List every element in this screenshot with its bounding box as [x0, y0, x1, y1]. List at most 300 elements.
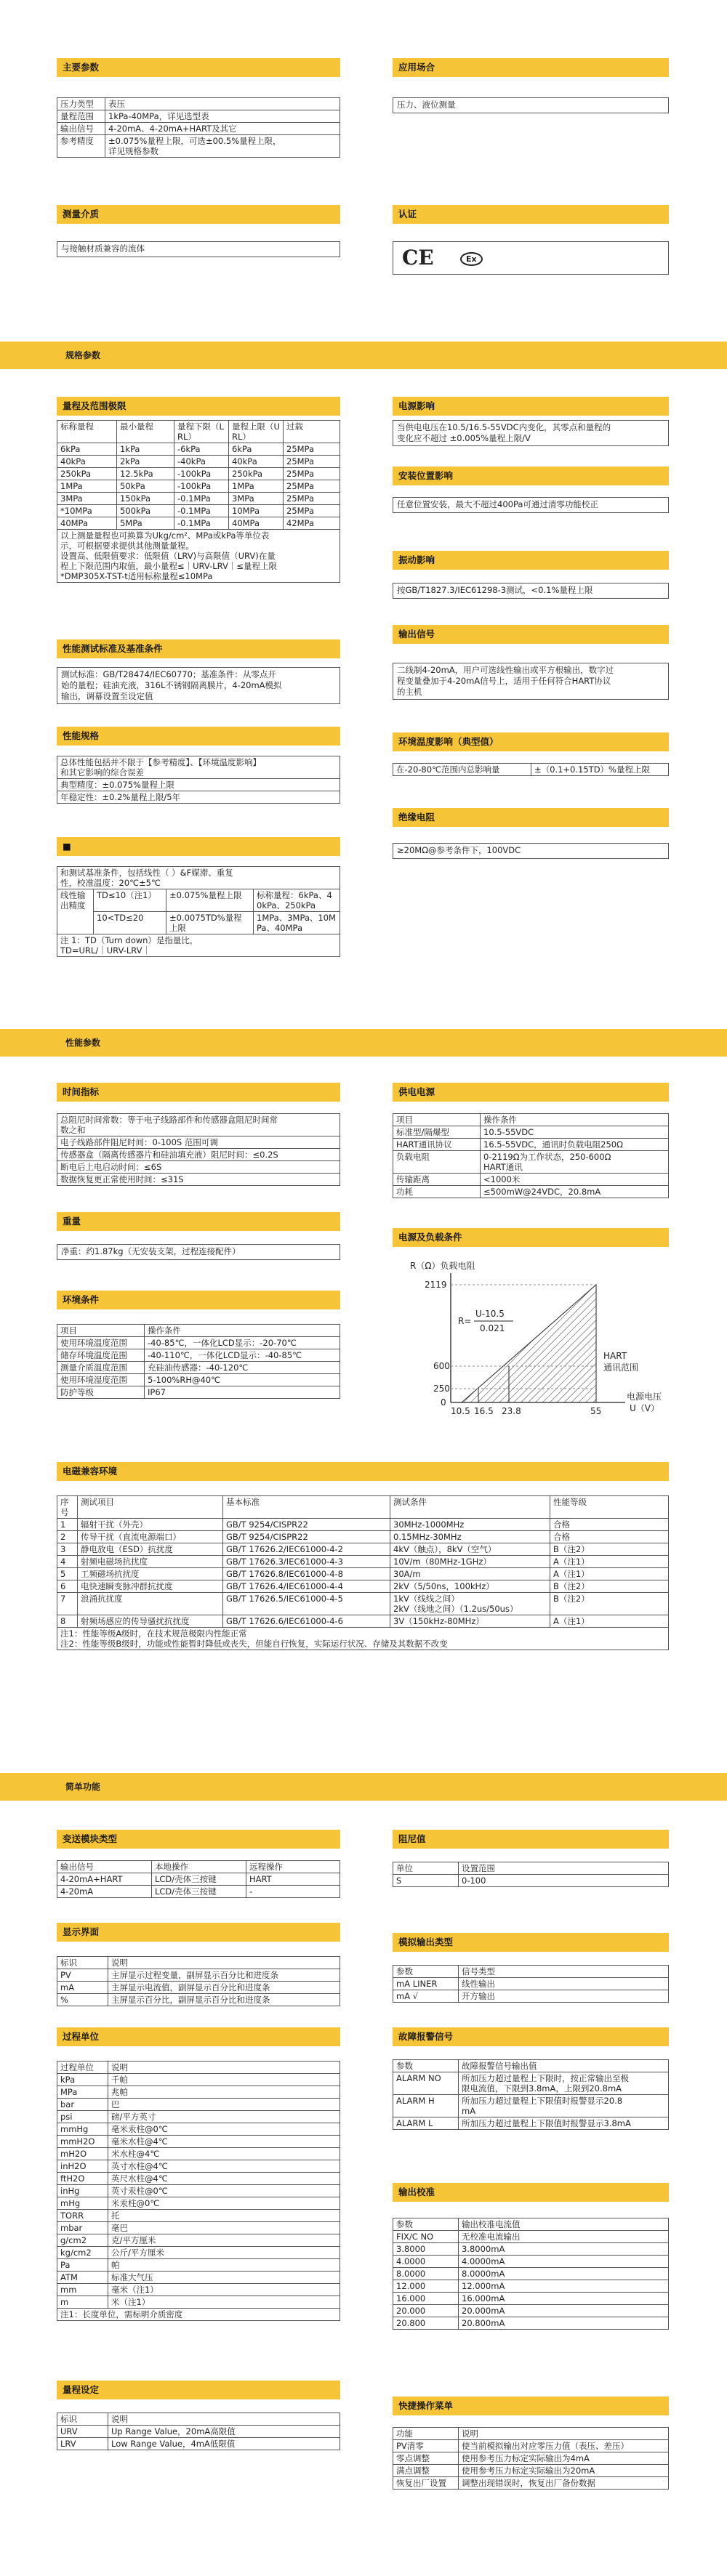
- cell: B（注2）: [550, 1580, 669, 1593]
- cell: 25MPa: [284, 468, 340, 480]
- y-tick-0: 0: [441, 1397, 446, 1408]
- cell: 射频电磁场抗扰度: [78, 1556, 223, 1568]
- cell: Low Range Value，4mA低限值: [108, 2438, 340, 2450]
- cell: *10MPa: [57, 505, 117, 517]
- cell: 线性输出精度: [57, 889, 94, 934]
- cell: 米汞柱@0℃: [108, 2197, 340, 2210]
- cell: 合格: [550, 1531, 669, 1543]
- transmit-header: 变送模块类型: [57, 1830, 340, 1849]
- ce-mark-icon: CE: [402, 246, 434, 270]
- emc-table: [57, 1495, 669, 1650]
- cell: 1kPa: [117, 443, 174, 456]
- cell: 使当前模拟输出对应零压力值（表压、差压）: [459, 2440, 669, 2452]
- cell: 毫巴: [108, 2222, 340, 2234]
- x-tick: 23.8: [502, 1406, 521, 1416]
- time-table: [57, 1113, 340, 1186]
- cell: 8.0000mA: [459, 2268, 669, 2280]
- th: 量程上限（URL）: [229, 421, 284, 443]
- cell: 1MPa、3MPa、10MPa、40MPa: [254, 912, 340, 934]
- cell: 标识: [57, 2413, 108, 2426]
- supply-header: 供电电源: [393, 1083, 669, 1102]
- cell: 2kV（5/50ns，100kHz）: [390, 1580, 550, 1593]
- cell: GB/T 9254/CISPR22: [223, 1519, 390, 1531]
- range-set-table: [57, 2413, 340, 2450]
- cell: 静电放电（ESD）抗扰度: [78, 1543, 223, 1556]
- cell: inHg: [57, 2185, 108, 2197]
- cell: 功能: [393, 2428, 459, 2440]
- cell: 10MPa: [229, 505, 284, 517]
- x-tick: 10.5: [451, 1406, 470, 1416]
- cell: 使用环境温度范围: [57, 1337, 145, 1349]
- main-params-header: 主要参数: [57, 58, 340, 77]
- th: 过载: [284, 421, 340, 443]
- cell: 参数: [393, 1966, 459, 1978]
- cell: 参数: [393, 2218, 459, 2231]
- cell: 5-100%RH@40℃: [145, 1374, 340, 1386]
- y-tick-600: 600: [433, 1361, 450, 1371]
- cell: ALARM L: [393, 2117, 459, 2130]
- th: 标称量程: [57, 421, 117, 443]
- quick-header: 快捷操作菜单: [393, 2397, 669, 2415]
- cell: 和测试基准条件，包括线性（ ）&F媒滞、重复 性，校准温度：20℃±5℃: [57, 867, 340, 889]
- cell: inH2O: [57, 2160, 108, 2173]
- cell: MPa: [57, 2086, 108, 2099]
- cell: mmH2O: [57, 2136, 108, 2148]
- cell: 调整出现错误时，恢复出厂备份数据: [459, 2477, 669, 2490]
- cell: LCD/壳体三按键: [152, 1873, 246, 1886]
- cell: 50kPa: [117, 480, 174, 493]
- cell: 英尺水柱@4℃: [108, 2173, 340, 2185]
- cell: bar: [57, 2099, 108, 2111]
- cell: 40MPa: [57, 517, 117, 530]
- cell: 主屏显示过程变量，副屏显示百分比和进度条: [108, 1969, 340, 1982]
- hart-label-2: 通讯范围: [603, 1362, 639, 1373]
- x-tick: 55: [590, 1406, 602, 1416]
- cell: mA √: [393, 1990, 459, 2003]
- th: 项目: [393, 1114, 481, 1126]
- cell: 10.5-55VDC: [481, 1126, 669, 1139]
- cell: 25MPa: [284, 456, 340, 468]
- cell: 8: [57, 1615, 78, 1628]
- cell: 年稳定性：±0.2%量程上限/5年: [57, 791, 340, 804]
- cell: 3MPa: [229, 493, 284, 505]
- cell: LCD/壳体三按键: [152, 1886, 246, 1898]
- cell: 150kPa: [117, 493, 174, 505]
- cell: 5: [57, 1568, 78, 1580]
- cell: 负载电阻: [393, 1151, 481, 1174]
- cell: 3.8000mA: [459, 2243, 669, 2256]
- cell: 功耗: [393, 1186, 481, 1198]
- cell: mHg: [57, 2197, 108, 2210]
- cell: GB/T 17626.5/IEC61000-4-5: [223, 1593, 390, 1615]
- cell: 在-20-80℃范围内总影响量: [393, 764, 531, 776]
- cell: -0.1MPa: [174, 517, 229, 530]
- cell: 巴: [108, 2099, 340, 2111]
- th: 操作条件: [481, 1114, 669, 1126]
- cell: 无校准电流输出: [459, 2231, 669, 2243]
- cell: g/cm2: [57, 2234, 108, 2247]
- cell: 过程单位: [57, 2062, 108, 2074]
- cell: 克/平方厘米: [108, 2234, 340, 2247]
- cell: 25MPa: [284, 443, 340, 456]
- cell: -40kPa: [174, 456, 229, 468]
- cell: A（注1）: [550, 1615, 669, 1628]
- calib-header: 输出校准: [393, 2183, 669, 2202]
- units-table: [57, 2061, 340, 2321]
- formula-r: R=: [458, 1316, 472, 1326]
- medium-header: 测量介质: [57, 205, 340, 224]
- cell: 25MPa: [284, 505, 340, 517]
- cell: A（注1）: [550, 1568, 669, 1580]
- cell: 25MPa: [284, 480, 340, 493]
- cell: 说明: [108, 1957, 340, 1969]
- cell: 20.000: [393, 2305, 459, 2317]
- cell: 输出信号: [57, 123, 105, 135]
- cell: GB/T 17626.2/IEC61000-4-2: [223, 1543, 390, 1556]
- cell: 储存环境温度范围: [57, 1349, 145, 1362]
- cell: 1kPa-40MPa，详见选型表: [105, 110, 340, 123]
- cell: %: [57, 1994, 108, 2006]
- medium-box: 与接触材质兼容的流体: [57, 241, 340, 257]
- calib-table: [393, 2218, 669, 2330]
- cell: 说明: [108, 2062, 340, 2074]
- cell: 0-100: [459, 1875, 669, 1887]
- time-header: 时间指标: [57, 1083, 340, 1102]
- range-set-header: 量程设定: [57, 2381, 340, 2399]
- func-section-header: 简单功能: [0, 1773, 727, 1801]
- display-header: 显示界面: [57, 1923, 340, 1942]
- th: 性能等级: [550, 1496, 669, 1519]
- temp-table: [393, 763, 669, 776]
- cell: 30A/m: [390, 1568, 550, 1580]
- cell: mH2O: [57, 2148, 108, 2160]
- cell: 传感器盒（隔离传感器片和硅油填充液）阻尼时间：≤0.2S: [57, 1149, 340, 1161]
- cell: 参考精度: [57, 135, 105, 158]
- cell: 4-20mA+HART: [57, 1873, 152, 1886]
- cell: 250kPa: [57, 468, 117, 480]
- cell: 40MPa: [229, 517, 284, 530]
- cell: 所加压力超过量程上下限时，按正常输出至极 限电流值，下限到3.8mA，上限到20.8mA: [459, 2072, 669, 2095]
- analog-header: 模拟输出类型: [393, 1933, 669, 1952]
- cell: 输出校准电流值: [459, 2218, 669, 2231]
- cell: GB/T 17626.4/IEC61000-4-4: [223, 1580, 390, 1593]
- cell: S: [393, 1875, 459, 1887]
- th: 操作条件: [145, 1325, 340, 1337]
- cell: 辐射干扰（外壳）: [78, 1519, 223, 1531]
- cell: TORR: [57, 2210, 108, 2222]
- cell: 12.000mA: [459, 2280, 669, 2293]
- cell: kg/cm2: [57, 2247, 108, 2259]
- supply-table: [393, 1113, 669, 1198]
- cell: 30MHz-1000MHz: [390, 1519, 550, 1531]
- cell: 16.000: [393, 2293, 459, 2305]
- cell: 米（注1）: [108, 2296, 340, 2309]
- cell: 故障报警信号输出值: [459, 2060, 669, 2072]
- cell: 12.5kPa: [117, 468, 174, 480]
- cell: PV清零: [393, 2440, 459, 2452]
- cell: -: [246, 1886, 340, 1898]
- alarm-table: [393, 2059, 669, 2130]
- perf-spec-table: [57, 756, 340, 804]
- env-header: 环境条件: [57, 1291, 340, 1309]
- cell: 输出信号: [57, 1861, 152, 1873]
- x-axis-label: 电源电压: [627, 1392, 662, 1402]
- cell: 2kPa: [117, 456, 174, 468]
- load-chart: [393, 1257, 669, 1424]
- cell: -0.1MPa: [174, 505, 229, 517]
- th: 序号: [57, 1496, 78, 1519]
- cell: 500kPa: [117, 505, 174, 517]
- hart-label: HART: [603, 1351, 627, 1361]
- cell: 托: [108, 2210, 340, 2222]
- cell: ±0.075%量程上限，可选±00.5%量程上限， 详见规格参数: [105, 135, 340, 158]
- cell: 断电后上电启动时间：≤6S: [57, 1161, 340, 1174]
- cell: Up Range Value，20mA高限值: [108, 2426, 340, 2438]
- cell: -6kPa: [174, 443, 229, 456]
- cell: URV: [57, 2426, 108, 2438]
- cell: 4: [57, 1556, 78, 1568]
- cell: <1000米: [481, 1174, 669, 1186]
- weight-header: 重量: [57, 1212, 340, 1231]
- cell: 250kPa: [229, 468, 284, 480]
- cell: ATM: [57, 2272, 108, 2284]
- cell: 3: [57, 1543, 78, 1556]
- cell: 25MPa: [284, 493, 340, 505]
- damping-header: 阻尼值: [393, 1830, 669, 1849]
- cell: 主屏显示百分比，副屏显示百分比和进度条: [108, 1994, 340, 2006]
- cell: 表压: [105, 98, 340, 110]
- perf-spec-header: 性能规格: [57, 727, 340, 746]
- cell: GB/T 9254/CISPR22: [223, 1531, 390, 1543]
- x-axis-unit: U（V）: [630, 1403, 659, 1413]
- cell: 1kV（线线之间） 2kV（线地之间）（1.2us/50us）: [390, 1593, 550, 1615]
- perf-section-header: 性能参数: [0, 1029, 727, 1057]
- cell: 10<TD≤20: [94, 912, 166, 934]
- damping-table: [393, 1862, 669, 1887]
- x-tick: 16.5: [474, 1406, 494, 1416]
- mount-box: 任意位置安装，最大不超过400Pa可通过清零功能校正: [393, 497, 669, 513]
- cell: 信号类型: [459, 1966, 669, 1978]
- application-header: 应用场合: [393, 58, 669, 77]
- cell: 7: [57, 1593, 78, 1615]
- cell: 线性输出: [459, 1978, 669, 1990]
- cell: 压力类型: [57, 98, 105, 110]
- cell: 本地操作: [152, 1861, 246, 1873]
- cell: 恢复出厂设置: [393, 2477, 459, 2490]
- th: 项目: [57, 1325, 145, 1337]
- temp-header: 环境温度影响（典型值）: [393, 732, 669, 751]
- perf-cond-box: 测试标准：GB/T28474/IEC60770；基准条件：从零点开 始的量程；硅油充液，316L不锈钢隔离膜片，4-20mA模拟 输出，调幕设置至设定值: [57, 667, 340, 704]
- mount-header: 安装位置影响: [393, 467, 669, 485]
- cell: 兆帕: [108, 2086, 340, 2099]
- env-table: [57, 1324, 340, 1399]
- cell: 公斤/平方厘米: [108, 2247, 340, 2259]
- power-box: 当供电电压在10.5/16.5-55VDC内变化，其零点和量程的 变化应不超过 ±0.005%量程上限/V: [393, 420, 669, 446]
- cell: 防护等级: [57, 1386, 145, 1399]
- cell: mmHg: [57, 2123, 108, 2136]
- cell: 标称量程：6kPa、40kPa、250kPa: [254, 889, 340, 912]
- cell: 典型精度：±0.075%量程上限: [57, 779, 340, 791]
- cell: 1MPa: [57, 480, 117, 493]
- th: 测试项目: [78, 1496, 223, 1519]
- cell: HART: [246, 1873, 340, 1886]
- cell: ≤500mW@24VDC，20.8mA: [481, 1186, 669, 1198]
- cell: 3.8000: [393, 2243, 459, 2256]
- cell: 20.800mA: [459, 2317, 669, 2330]
- power-header: 电源影响: [393, 397, 669, 416]
- range-table: [57, 420, 340, 583]
- cell: PV: [57, 1969, 108, 1982]
- y-tick-2119: 2119: [425, 1280, 447, 1290]
- cell: ftH2O: [57, 2173, 108, 2185]
- cell: 使用参考压力标定实际输出为4mA: [459, 2452, 669, 2465]
- cell: 英寸水柱@4℃: [108, 2160, 340, 2173]
- cell: GB/T 17626.8/IEC61000-4-8: [223, 1568, 390, 1580]
- cell: 合格: [550, 1519, 669, 1531]
- cell: 开方输出: [459, 1990, 669, 2003]
- display-table: [57, 1956, 340, 2006]
- cell: -100kPa: [174, 480, 229, 493]
- cert-header: 认证: [393, 205, 669, 224]
- cell: 1: [57, 1519, 78, 1531]
- cell: TD≤10（注1）: [94, 889, 166, 912]
- cell: 8.0000: [393, 2268, 459, 2280]
- cell: -0.1MPa: [174, 493, 229, 505]
- cell: 米水柱@4℃: [108, 2148, 340, 2160]
- th: 测试条件: [390, 1496, 550, 1519]
- cell: B（注2）: [550, 1593, 669, 1615]
- cell: 说明: [108, 2413, 340, 2426]
- cell: 40kPa: [229, 456, 284, 468]
- vibration-box: 按GB/T1827.3/IEC61298-3测试，<0.1%量程上限: [393, 583, 669, 599]
- cell: psi: [57, 2111, 108, 2123]
- cell: mm: [57, 2284, 108, 2296]
- cell: 6kPa: [57, 443, 117, 456]
- cell: 单位: [393, 1862, 459, 1875]
- ex-mark-icon: Ex: [460, 252, 483, 266]
- cell: Pa: [57, 2259, 108, 2272]
- cell: 0-2119Ω为工作状态，250-600Ω HART通讯: [481, 1151, 669, 1174]
- cell: -100kPa: [174, 468, 229, 480]
- perf-cond-header: 性能测试标准及基准条件: [57, 639, 340, 658]
- cell: 工频磁场抗扰度: [78, 1568, 223, 1580]
- cell: GB/T 17626.3/IEC61000-4-3: [223, 1556, 390, 1568]
- cell: 4.0000mA: [459, 2256, 669, 2268]
- cell: 6: [57, 1580, 78, 1593]
- th: 量程下限（LRL）: [174, 421, 229, 443]
- cell: 量程范围: [57, 110, 105, 123]
- y-tick-250: 250: [433, 1384, 450, 1394]
- application-box: 压力、液位测量: [393, 97, 669, 113]
- cell: 说明: [459, 2428, 669, 2440]
- cell: 16.000mA: [459, 2293, 669, 2305]
- cell: 满点调整: [393, 2465, 459, 2477]
- cell: 设置范围: [459, 1862, 669, 1875]
- cell: 测量介质温度范围: [57, 1362, 145, 1374]
- cell: 使用环境湿度范围: [57, 1374, 145, 1386]
- cell: kPa: [57, 2074, 108, 2086]
- formula-den: 0.021: [480, 1323, 505, 1333]
- cell: 数据恢复更正常使用时间：≤31S: [57, 1174, 340, 1186]
- units-header: 过程单位: [57, 2027, 340, 2046]
- cell: 所加压力超过量程上下限值时报警显示3.8mA: [459, 2117, 669, 2130]
- load-header: 电源及负载条件: [393, 1228, 669, 1247]
- cell: ALARM NO: [393, 2072, 459, 2095]
- cell: 0.15MHz-30MHz: [390, 1531, 550, 1543]
- cell: A（注1）: [550, 1556, 669, 1568]
- insul-box: ≥20MΩ@参考条件下，100VDC: [393, 843, 669, 859]
- cell: 16.5-55VDC，通讯时负载电阻250Ω: [481, 1139, 669, 1151]
- cell: 帕: [108, 2259, 340, 2272]
- cell: 总阻尼时间常数：等于电子线路部件和传感器盒阻尼时间常 数之和: [57, 1114, 340, 1136]
- emc-header: 电磁兼容环境: [57, 1462, 669, 1481]
- cell: 远程操作: [246, 1861, 340, 1873]
- cell: 参数: [393, 2060, 459, 2072]
- th: 最小量程: [117, 421, 174, 443]
- cell: 毫米汞柱@0℃: [108, 2123, 340, 2136]
- bullet-header: ■: [57, 837, 340, 856]
- formula-num: U-10.5: [475, 1309, 505, 1319]
- cell: 毫米（注1）: [108, 2284, 340, 2296]
- cell: 3V（150kHz-80MHz）: [390, 1615, 550, 1628]
- cell: 总体性能包括并不限于【参考精度】、【环境温度影响】 和其它影响的综合误差: [57, 756, 340, 779]
- cell: 4-20mA、4-20mA+HART及其它: [105, 123, 340, 135]
- cell: 电子线路部件阻尼时间：0-100S 范围可调: [57, 1136, 340, 1149]
- cell: 千帕: [108, 2074, 340, 2086]
- transmit-table: [57, 1860, 340, 1898]
- cell: m: [57, 2296, 108, 2309]
- cell: 使用参考压力标定实际输出为20mA: [459, 2465, 669, 2477]
- cell: 传输距离: [393, 1174, 481, 1186]
- cert-box: [393, 241, 669, 275]
- cell: 充硅油传感器：-40-120℃: [145, 1362, 340, 1374]
- y-axis-label: R（Ω）负载电阻: [410, 1261, 475, 1271]
- cell: 所加压力超过量程上下限值时报警显示20.8 mA: [459, 2095, 669, 2117]
- cell: IP67: [145, 1386, 340, 1399]
- cell: 标准型/隔爆型: [393, 1126, 481, 1139]
- cell: 英寸汞柱@0℃: [108, 2185, 340, 2197]
- cell: 零点调整: [393, 2452, 459, 2465]
- cell: 1MPa: [229, 480, 284, 493]
- cell: 20.800: [393, 2317, 459, 2330]
- cell: 4-20mA: [57, 1886, 152, 1898]
- cell: 5MPa: [117, 517, 174, 530]
- cell: ±0.0075TD%量程上限: [166, 912, 254, 934]
- insul-header: 绝缘电阻: [393, 808, 669, 827]
- output-box: 二线制4-20mA，用户可选线性输出或平方根输出，数字过 程变量叠加于4-20mA信号上，适用于任何符合HART协议 的主机: [393, 663, 669, 700]
- cell: mA LINER: [393, 1978, 459, 1990]
- cell: 42MPa: [284, 517, 340, 530]
- cell: 传导干扰（直流电源端口）: [78, 1531, 223, 1543]
- cell: 主屏显示电流值，副屏显示百分比和进度条: [108, 1982, 340, 1994]
- cell: 毫米水柱@4℃: [108, 2136, 340, 2148]
- units-note: 注1：长度单位，需标明介质密度: [57, 2309, 340, 2321]
- cell: 2: [57, 1531, 78, 1543]
- cell: 标准大气压: [108, 2272, 340, 2284]
- cell: ALARM H: [393, 2095, 459, 2117]
- cell: 浪涌抗扰度: [78, 1593, 223, 1615]
- cell: LRV: [57, 2438, 108, 2450]
- cell: mbar: [57, 2222, 108, 2234]
- cell: mA: [57, 1982, 108, 1994]
- cell: 电快速瞬变脉冲群抗扰度: [78, 1580, 223, 1593]
- cell: 10V/m（80MHz-1GHz）: [390, 1556, 550, 1568]
- vibration-header: 振动影响: [393, 551, 669, 570]
- cell: GB/T 17626.6/IEC61000-4-6: [223, 1615, 390, 1628]
- cell: 40kPa: [57, 456, 117, 468]
- cell: 标识: [57, 1957, 108, 1969]
- th: 基本标准: [223, 1496, 390, 1519]
